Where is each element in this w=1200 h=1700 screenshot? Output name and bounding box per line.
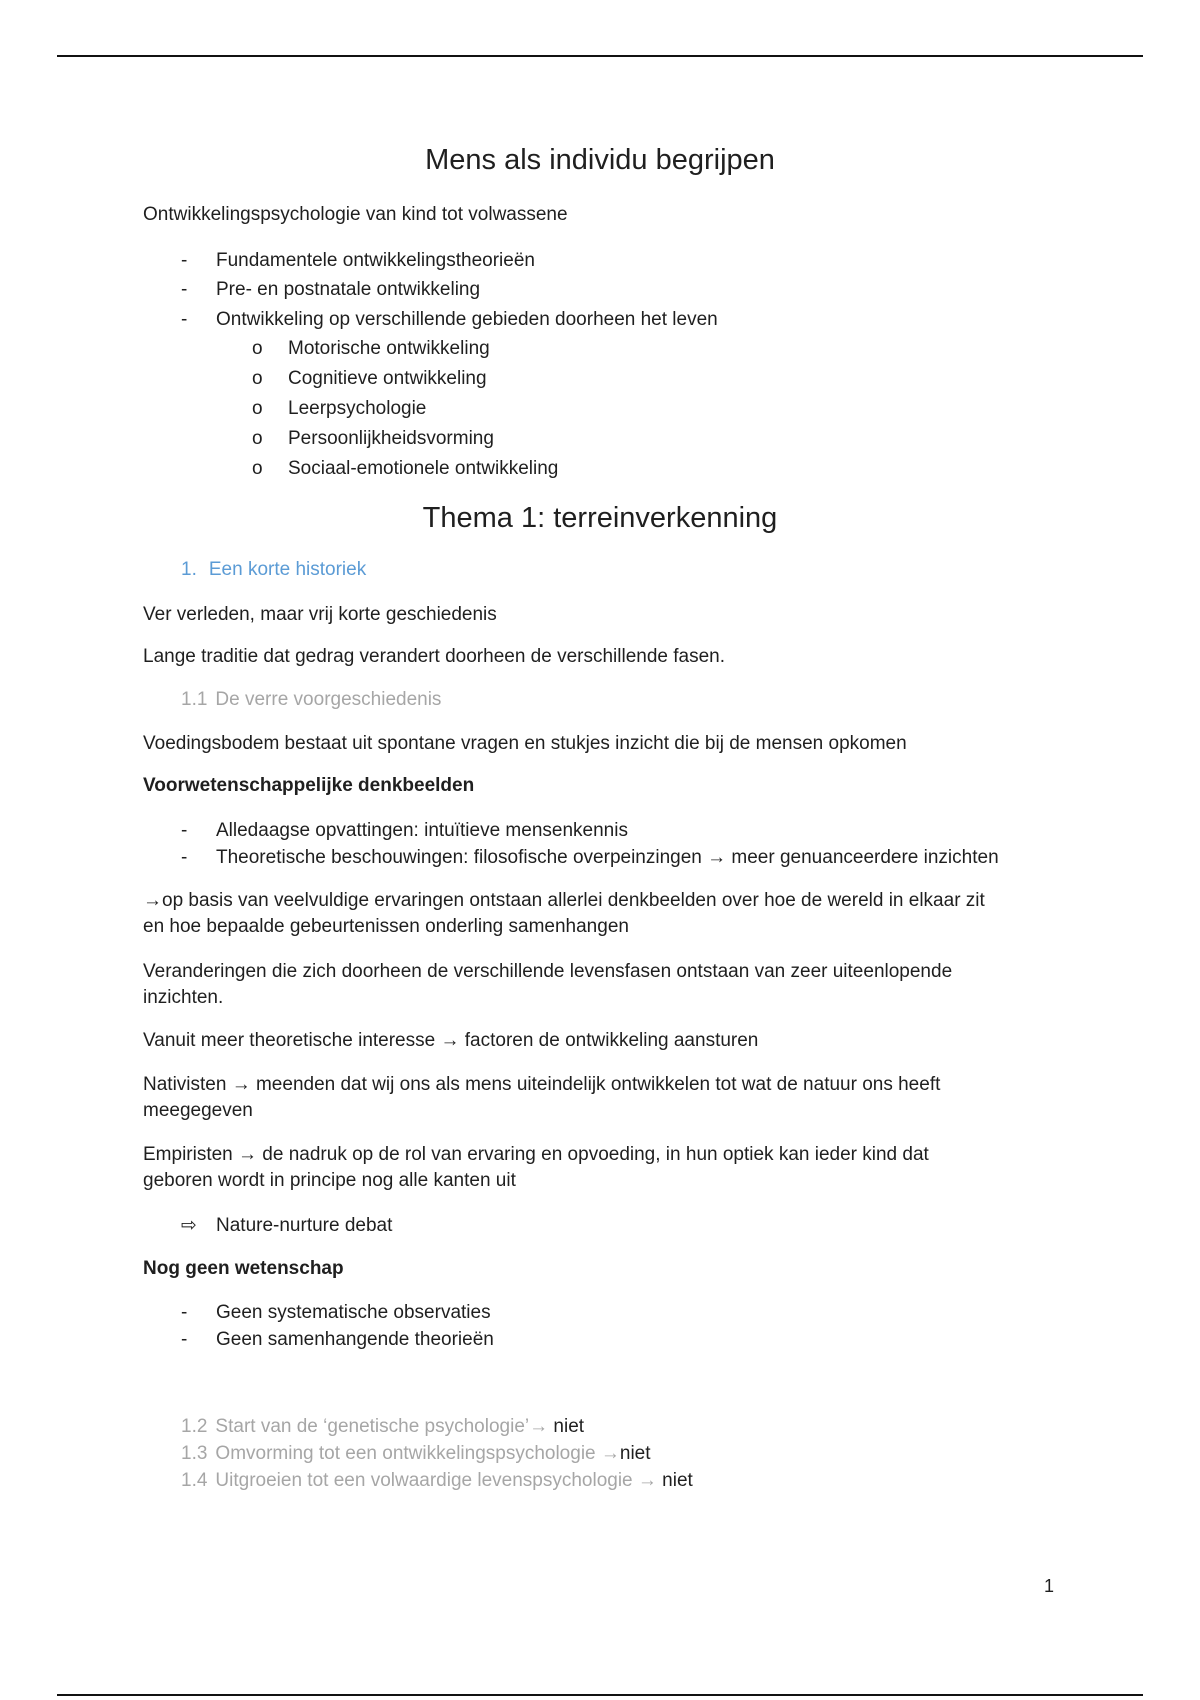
document-title: Mens als individu begrijpen [425,144,775,176]
circle-bullet: o [252,458,263,479]
paragraph: inzichten. [143,987,224,1008]
paragraph: Lange traditie dat gedrag verandert doorheen de verschillende fasen. [143,646,726,667]
dash-bullet: - [181,1329,188,1350]
paragraph: Veranderingen die zich doorheen de verschillende levensfasen ontstaan van zeer uiteenlopende [143,961,953,982]
paragraph: geboren wordt in principe nog alle kanten uit [143,1170,516,1191]
page-number: 1 [1044,1576,1055,1596]
subsection-heading: 1.4 Uitgroeien tot een volwaardige levenspsychologie → niet [181,1470,693,1491]
circle-bullet: o [252,368,263,389]
section-heading: 1. Een korte historiek [181,559,367,580]
dash-bullet: - [181,820,188,841]
arrow-right-icon: ⇨ [181,1215,197,1236]
paragraph: Empiristen → de nadruk op de rol van ervaring en opvoeding, in hun optiek kan ieder kind dat [143,1144,929,1165]
bold-heading: Voorwetenschappelijke denkbeelden [143,775,475,796]
paragraph: Vanuit meer theoretische interesse → factoren de ontwikkeling aansturen [143,1030,759,1051]
paragraph: Ver verleden, maar vrij korte geschiedenis [143,604,497,625]
dash-bullet: - [181,309,188,330]
bold-heading: Nog geen wetenschap [143,1258,344,1279]
paragraph: Voedingsbodem bestaat uit spontane vragen en stukjes inzicht die bij de mensen opkomen [143,733,907,754]
paragraph: meegegeven [143,1100,253,1121]
header-rule [57,55,1143,57]
dash-bullet: - [181,250,188,271]
subsection-heading: 1.2 Start van de ‘genetische psychologie’→ niet [181,1416,585,1437]
course-subtitle: Ontwikkelingspsychologie van kind tot volwassene [143,204,568,225]
paragraph: Nativisten → meenden dat wij ons als mens uiteindelijk ontwikkelen tot wat de natuur ons heeft [143,1074,941,1095]
circle-bullet: o [252,398,263,419]
dash-bullet: - [181,847,188,868]
footer-rule [57,1694,1143,1696]
subsection-heading: 1.3 Omvorming tot een ontwikkelingspsychologie →niet [181,1443,651,1464]
subsection-heading: 1.1 De verre voorgeschiedenis [181,689,442,710]
circle-bullet: o [252,338,263,359]
paragraph: en hoe bepaalde gebeurtenissen onderling samenhangen [143,916,629,937]
circle-bullet: o [252,428,263,449]
theme-title: Thema 1: terreinverkenning [422,502,778,534]
paragraph: →op basis van veelvuldige ervaringen ontstaan allerlei denkbeelden over hoe de wereld in elkaar zit [143,890,985,911]
dash-bullet: - [181,279,188,300]
dash-bullet: - [181,1302,188,1323]
